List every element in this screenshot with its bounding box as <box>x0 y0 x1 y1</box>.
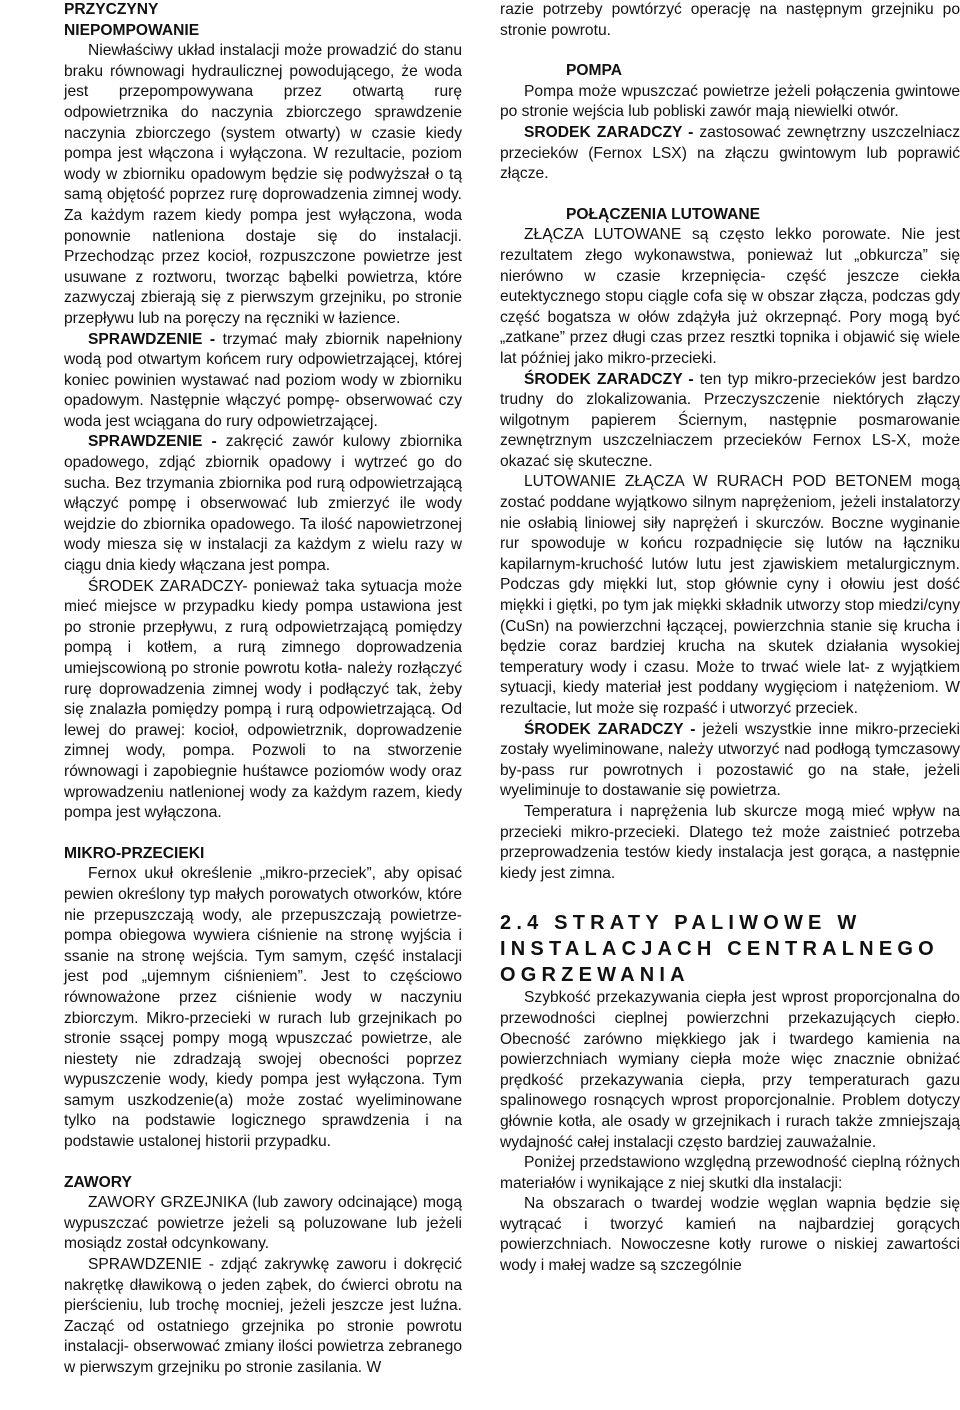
right-column <box>500 0 960 1277</box>
label-srodek-zaradczy: ŚRODEK ZARADCZY - <box>524 720 703 738</box>
paragraph-continued: razie potrzeby powtórzyć operację na następnym grzejniku po stronie powrotu. <box>500 1 960 39</box>
paragraph-text: trzymać mały zbiornik napełniony wodą pod otwartym końcem rury odpowietrzającej, której koniec powinien wystawać nad poziom wody w zbiorniku opadowym. Następnie włączyć pompę- obserwować czy woda jest wciągana do rury odpowietrzającej. <box>64 330 462 430</box>
paragraph-twarda-woda: Na obszarach o twardej wodzie węglan wapnia będzie się wytrącać i tworzyć kamień na najbardziej gorących powierzchniach. Nowoczesne kotły rurowe o niskiej zawartości wody i małej wadze są szczególnie <box>500 1195 960 1275</box>
paragraph-pompa-remedy <box>500 123 960 185</box>
paragraph-bypass <box>500 720 960 802</box>
label-sprawdzenie: SPRAWDZENIE - <box>88 433 226 451</box>
paragraph-text: jeżeli wszystkie inne mikro-przecieki zostały wyeliminowane, należy utworzyć nad podłogą tymczasowy by-pass rur powrotnych i pozostawić go na stałe, jeżeli wyeliminuje to dostawanie się powietrza. <box>500 720 960 800</box>
paragraph-zlacza: ZŁĄCZA LUTOWANE są często lekko porowate. Nie jest rezultatem złego wykonawstwa, ponieważ lut „obkurcza” się nierówno w czasie krzepnięcia- część jeszcze ciekła eutektycznego stopu ciągle cofa się w obszar złącza, podczas gdy część bogatsza w ołów zdążyła już okrzepnąć. Pory mogą być „zatkane” przez długi czas przez resztki topnika i objawić się wiele lat później jako mikro-przecieki. <box>500 226 960 367</box>
paragraph-zlacza-remedy <box>500 370 960 473</box>
heading-mikro-przecieki: MIKRO-PRZECIEKI <box>64 844 205 862</box>
paragraph-mikro: Fernox ukuł określenie „mikro-przeciek”, aby opisać pewien określony typ małych porowatych otworków, które nie przepuszczają wody, ale przepuszczają powietrze- pompa obiegowa wywiera ciśnienie na stronę wyjścia i ssanie na stronę wejścia. Tym samym, część instalacji jest pod „ujemnym ciśnieniem”. Jest to częściowo równoważone przez ciśnienie wody w naczyniu zbiorczym. Mikro-przecieki w rurach lub grzejnikach po stronie ssącej pompy mogą wpuszczać powietrze, ale niestety nie zdradzają swojej obecności poprzez wypuszczenie wody, kiedy pompa jest wyłączona. Tym samym uszkodzenie(a) może zostać wyeliminowane tylko na podstawie logicznego sprawdzenia i na podstawie ustalonej historii przypadku. <box>64 865 462 1151</box>
paragraph-pompa: Pompa może wpuszczać powietrze jeżeli połączenia gwintowe po stronie wejścia lub pobliski zawór mają niewielki otwór. <box>500 82 960 121</box>
label-sprawdzenie: SPRAWDZENIE - <box>88 330 223 348</box>
paragraph-ponizej: Poniżej przedstawiono względną przewodność cieplną różnych materiałów i wynikające z niej skutki dla instalacji: <box>500 1154 960 1192</box>
left-column <box>64 0 462 1379</box>
heading-straty-paliwowe: 2.4 STRATY PALIWOWE W INSTALACJACH CENTRALNEGO OGRZEWANIA <box>500 912 939 987</box>
paragraph-szybkosc: Szybkość przekazywania ciepła jest wprost proporcjonalna do przewodności cieplnej powierzchni przekazujących ciepło. Obecność zarówno miękkiego jak i twardego kamienia na powierzchniach wymiany ciepła może więc znacznie obniżać prędkość przekazywania ciepła, przy temperaturach gazu spalinowego rosnących wprost proporcjonalnie. Problem dotyczy głównie kotła, ale osady w grzejnikach i rurach także zmniejszają wydajność całej instalacji często bardziej zauważalnie. <box>500 989 960 1151</box>
paragraph-intro: Niewłaściwy układ instalacji może prowadzić do stanu braku równowagi hydraulicznej powodującego, że woda jest przepompowywana przez otwartą rurę odpowietrznika do naczynia zbiorczego sprawdzenie naczynia zbiorczego (system otwarty) w czasie kiedy pompa jest włączona i wyłączona. W rezultacie, poziom wody w zbiorniku opadowym będzie się podwyższał o tą samą objętość poprzez rurę doprowadzenia zimnej wody. Za każdym razem kiedy pompa jest wyłączona, woda ponownie natleniona dostaje się do instalacji. Przechodząc przez kocioł, rozpuszczone powietrze jest usuwane z roztworu, tworząc bąbelki powietrza, które zazwyczaj zbierają się z pierwszym grzejniku, po stronie przepływu lub na poręczy na ręczniki w łazience. <box>64 42 462 327</box>
paragraph-zawory: ZAWORY GRZEJNIKA (lub zawory odcinające) mogą wypuszczać powietrze jeżeli są poluzowane lub jeżeli mosiądz został odcynkowany. <box>64 1194 462 1253</box>
heading-niepompowanie: NIEPOMPOWANIE <box>64 21 200 39</box>
paragraph-text: ten typ mikro-przecieków jest bardzo trudny do zlokalizowania. Przeczyszczenie niektórych złączy wilgotnym papierem Ściernym, następnie posmarowanie zewnętrznym uszczelniaczem przecieków Fernox LS-X, może okazać się skuteczne. <box>500 370 960 470</box>
heading-polaczenia-lutowane: POŁĄCZENIA LUTOWANE <box>566 205 761 223</box>
label-srodek-zaradczy: SRODEK ZARADCZY - <box>524 123 700 141</box>
paragraph-text: zastosować zewnętrzny uszczelniacz przecieków (Fernox LSX) na złączu gwintowym lub poprawić złącze. <box>500 123 960 183</box>
heading-pompa: POMPA <box>566 62 623 80</box>
paragraph-remedy: ŚRODEK ZARADCZY- ponieważ taka sytuacja może mieć miejsce w przypadku kiedy pompa ustawiona jest po stronie przepływu, z rurą odpowietrzającą pomiędzy pompą i kotłem, a rurą zimnego doprowadzenia umiejscowioną po stronie powrotu kotła- należy rozłączyć rurę doprowadzenia zimnej wody i podłączyć tak, żeby się znalazła pomiędzy pompą i rurą odpowietrzającą. Od lewej do prawej: kocioł, odpowietrznik, doprowadzenie zimnej wody, pompa. Pozwoli to na stworzenie równowagi i zapobiegnie huśtawce poziomów wody oraz wprowadzeniu natlenionej wody za każdym razem, kiedy pompa jest wyłączona. <box>64 577 462 822</box>
paragraph-check-1 <box>64 330 462 433</box>
paragraph-beton: LUTOWANIE ZŁĄCZA W RURACH POD BETONEM mogą zostać poddane wyjątkowo silnym naprężeniom, jeżeli instalatorzy nie osłabią liniowej siły naprężeń i skurczów. Boczne wyginanie rur spowoduje w końcu rozpadnięcie się lutów na łączniku kapilarnym-kruchość lutów lutu jest zjawiskiem metalurgicznym. Podczas gdy miękki lut, stop głównie cyny i ołowiu jest dość miękki i giętki, po tym jak miękki składnik utworzy stop miedzi/cyny (CuSn) na powierzchni łączącej, powierzchnia stanie się krucha i będzie coraz bardziej krucha na skutek działania wysokiej temperatury wody i czasu. Może to trwać wiele lat- z wyjątkiem sytuacji, kiedy materiał jest poddany wygięciom i natężeniom. W rezultacie, lut może się rozpaść i utworzyć przeciek. <box>500 473 960 717</box>
heading-przyczyny: PRZYCZYNY <box>64 1 159 18</box>
heading-zawory: ZAWORY <box>64 1173 132 1191</box>
label-srodek-zaradczy: ŚRODEK ZARADCZY - <box>524 370 700 388</box>
paragraph-zawory-check: SPRAWDZENIE - zdjąć zakrywkę zaworu i dokręcić nakrętkę dławikową o jeden ząbek, do ćwierci obrotu na pierścieniu, lub trochę mocniej, jeżeli jeszcze jest luźna. Zacząć od ostatniego grzejnika po stronie powrotu instalacji- obserwować zmiany ilości powietrza zebranego w pierwszym grzejniku po stronie zasilania. W <box>64 1256 462 1376</box>
paragraph-check-2 <box>64 432 462 576</box>
paragraph-text: zakręcić zawór kulowy zbiornika opadowego, zdjąć zbiornik opadowy i wytrzeć go do sucha. Bez trzymania zbiornika pod rurą odpowietrzającą włączyć pompę i obserwować lub zmierzyć ile wody wejdzie do zbiornika opadowego. Ta ilość napowietrzonej wody miesza się w instalacji za każdym z wielu razy w ciągu dnia kiedy włączana jest pompa. <box>64 433 462 575</box>
paragraph-temperatura: Temperatura i naprężenia lub skurcze mogą mieć wpływ na przecieki mikro-przecieki. Dlatego też może zaistnieć potrzeba przeprowadzenia testów kiedy instalacja jest gorąca, a następnie kiedy jest zimna. <box>500 802 960 882</box>
